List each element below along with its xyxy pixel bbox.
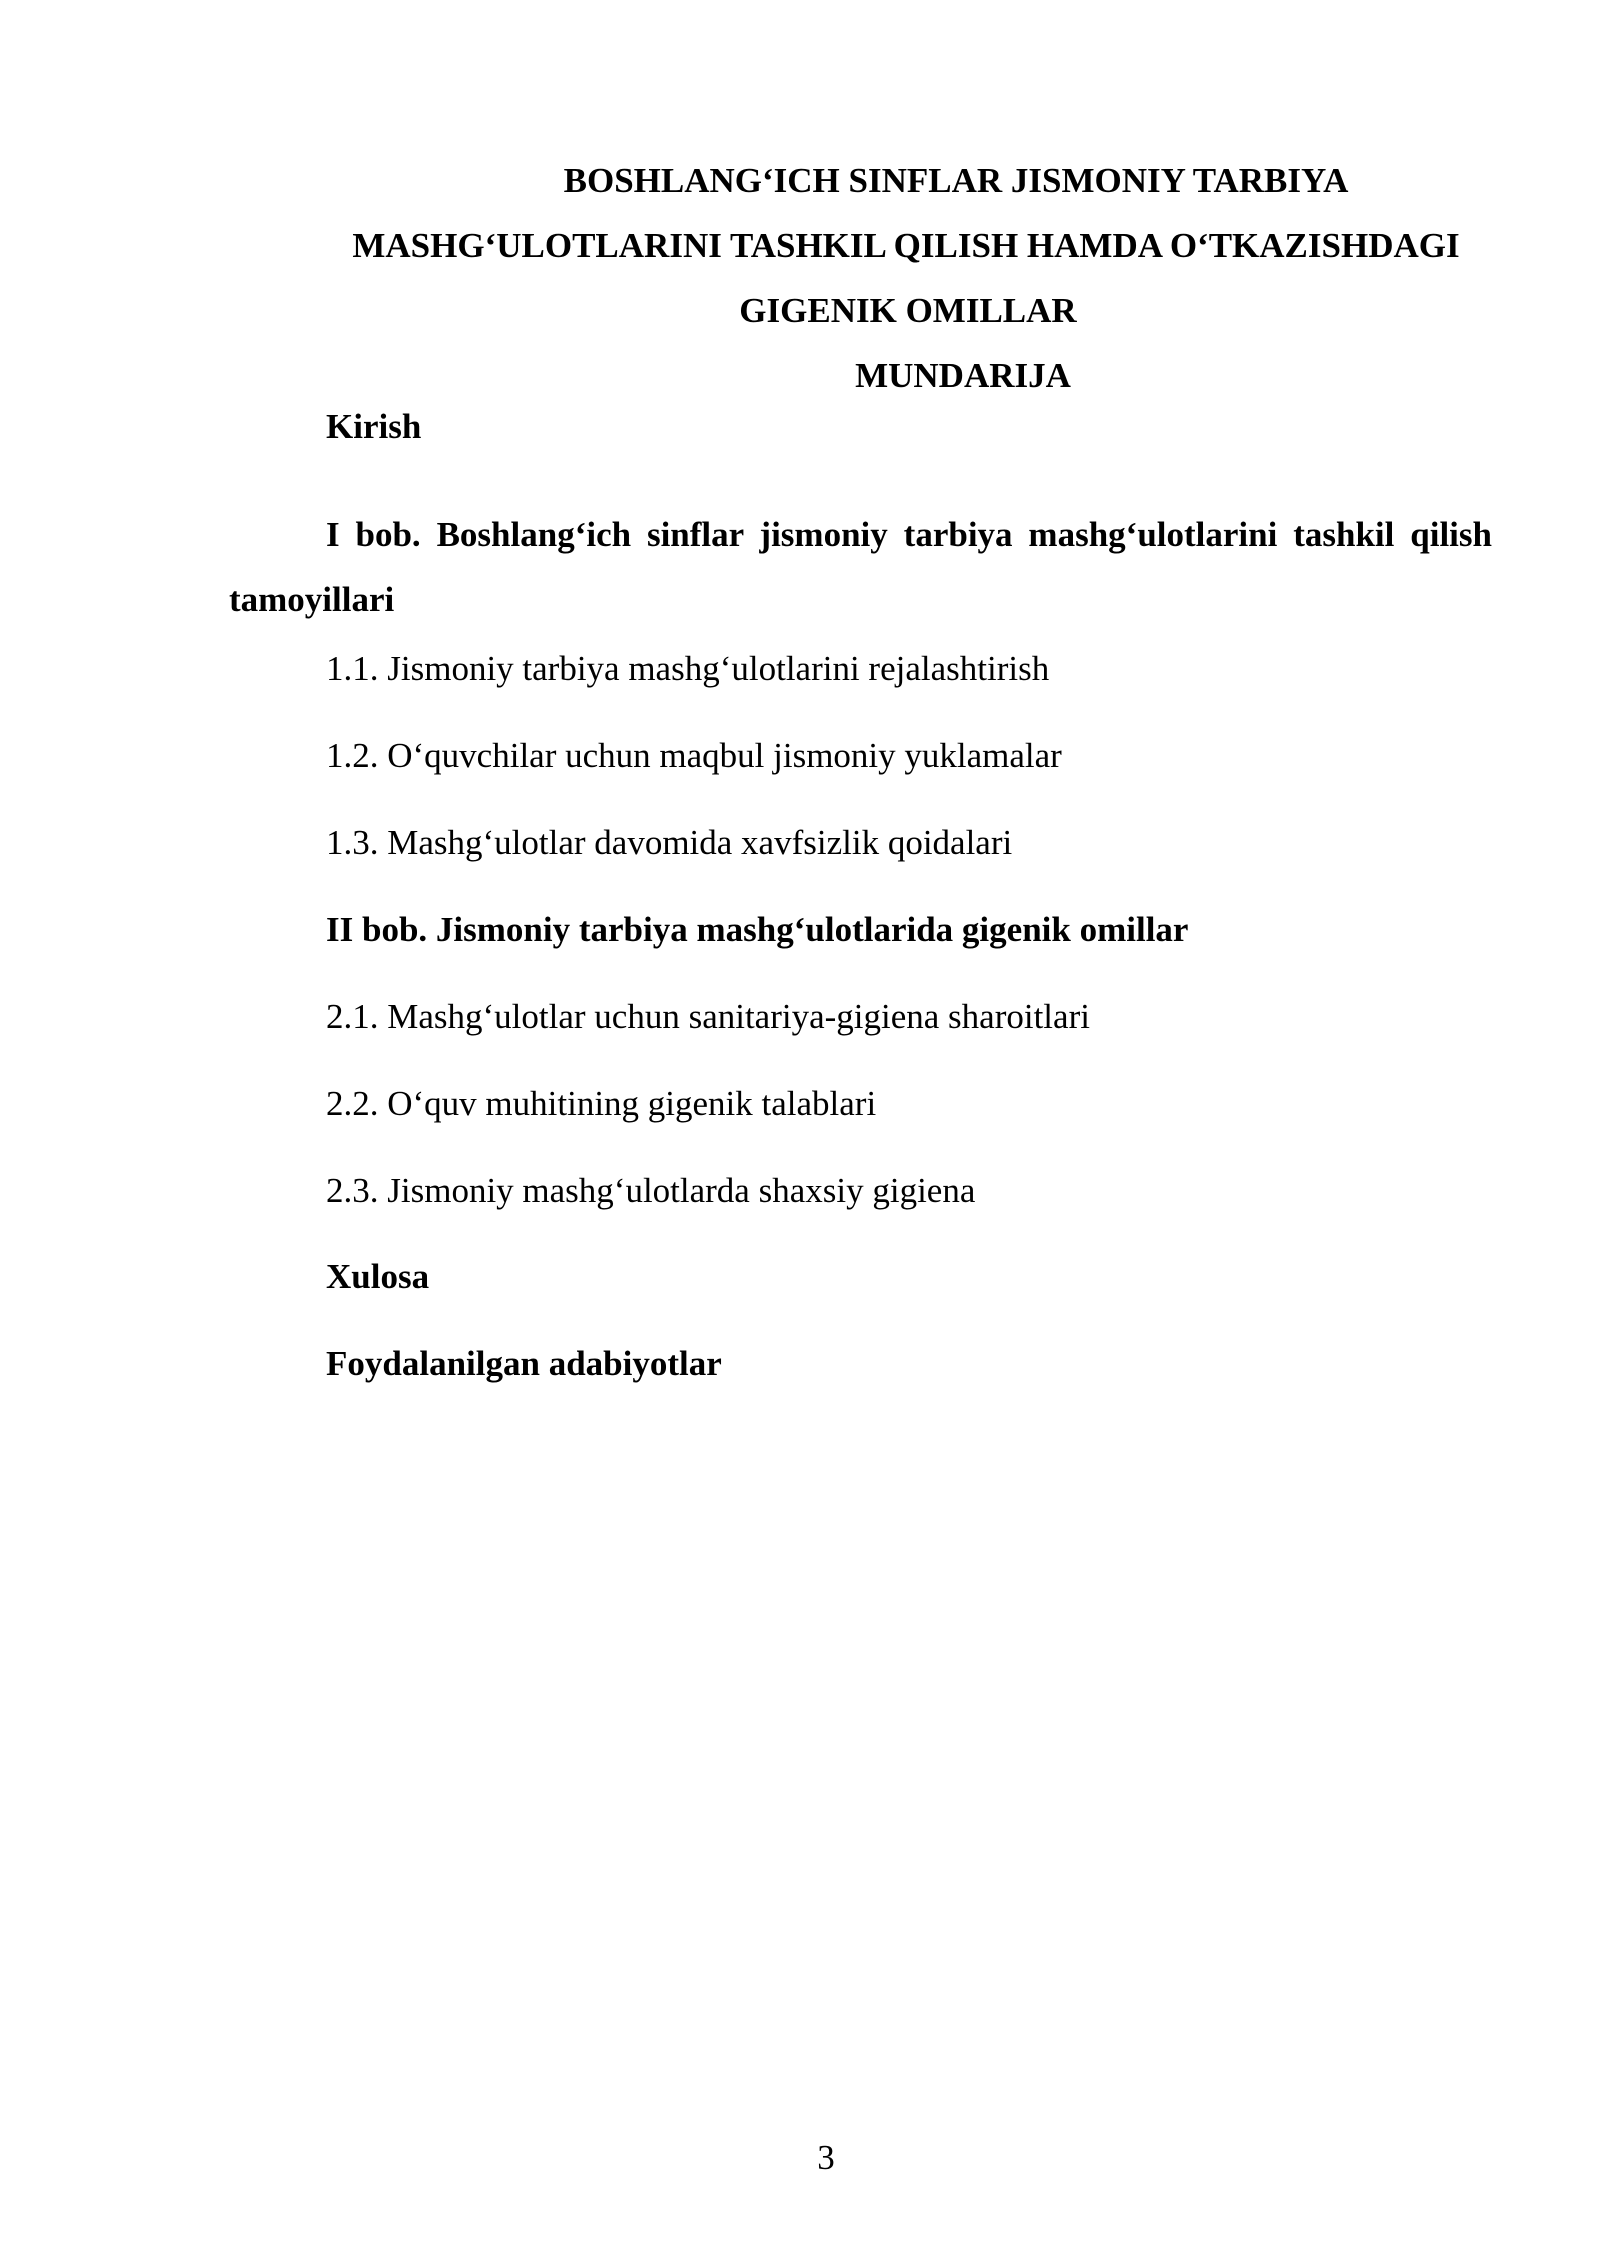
toc-section-2-1: 2.1. Mashg‘ulotlar uchun sanitariya-gigiena sharoitlari — [326, 997, 1090, 1036]
toc-chapter-2: II bob. Jismoniy tarbiya mashg‘ulotlarida gigenik omillar — [326, 910, 1189, 949]
title-line: MASHG‘ULOTLARINI TASHKIL QILISH HAMDA O‘TKAZISHDAGI — [352, 226, 1460, 265]
document-title — [230, 148, 1582, 408]
toc-conclusion: Xulosa — [326, 1257, 430, 1296]
toc-section-2-3: 2.3. Jismoniy mashg‘ulotlarda shaxsiy gigiena — [326, 1171, 976, 1210]
toc-references: Foydalanilgan adabiyotlar — [326, 1344, 722, 1383]
toc-section-1-1: 1.1. Jismoniy tarbiya mashg‘ulotlarini rejalashtirish — [326, 649, 1050, 688]
toc-section-1-2: 1.2. O‘quvchilar uchun maqbul jismoniy yuklamalar — [326, 736, 1062, 775]
toc-intro: Kirish — [326, 407, 422, 446]
page-number: 3 — [817, 2138, 835, 2177]
title-line: GIGENIK OMILLAR — [739, 291, 1077, 330]
toc-chapter-1: I bob. Boshlang‘ich sinflar jismoniy tarbiya mashg‘ulotlarini tashkil qilish tamoyillari — [229, 515, 1492, 619]
toc-heading: MUNDARIJA — [855, 356, 1071, 395]
title-line: BOSHLANG‘ICH SINFLAR JISMONIY TARBIYA — [563, 161, 1349, 200]
toc-section-1-3: 1.3. Mashg‘ulotlar davomida xavfsizlik qoidalari — [326, 823, 1013, 862]
toc-section-2-2: 2.2. O‘quv muhitining gigenik talablari — [326, 1084, 877, 1123]
